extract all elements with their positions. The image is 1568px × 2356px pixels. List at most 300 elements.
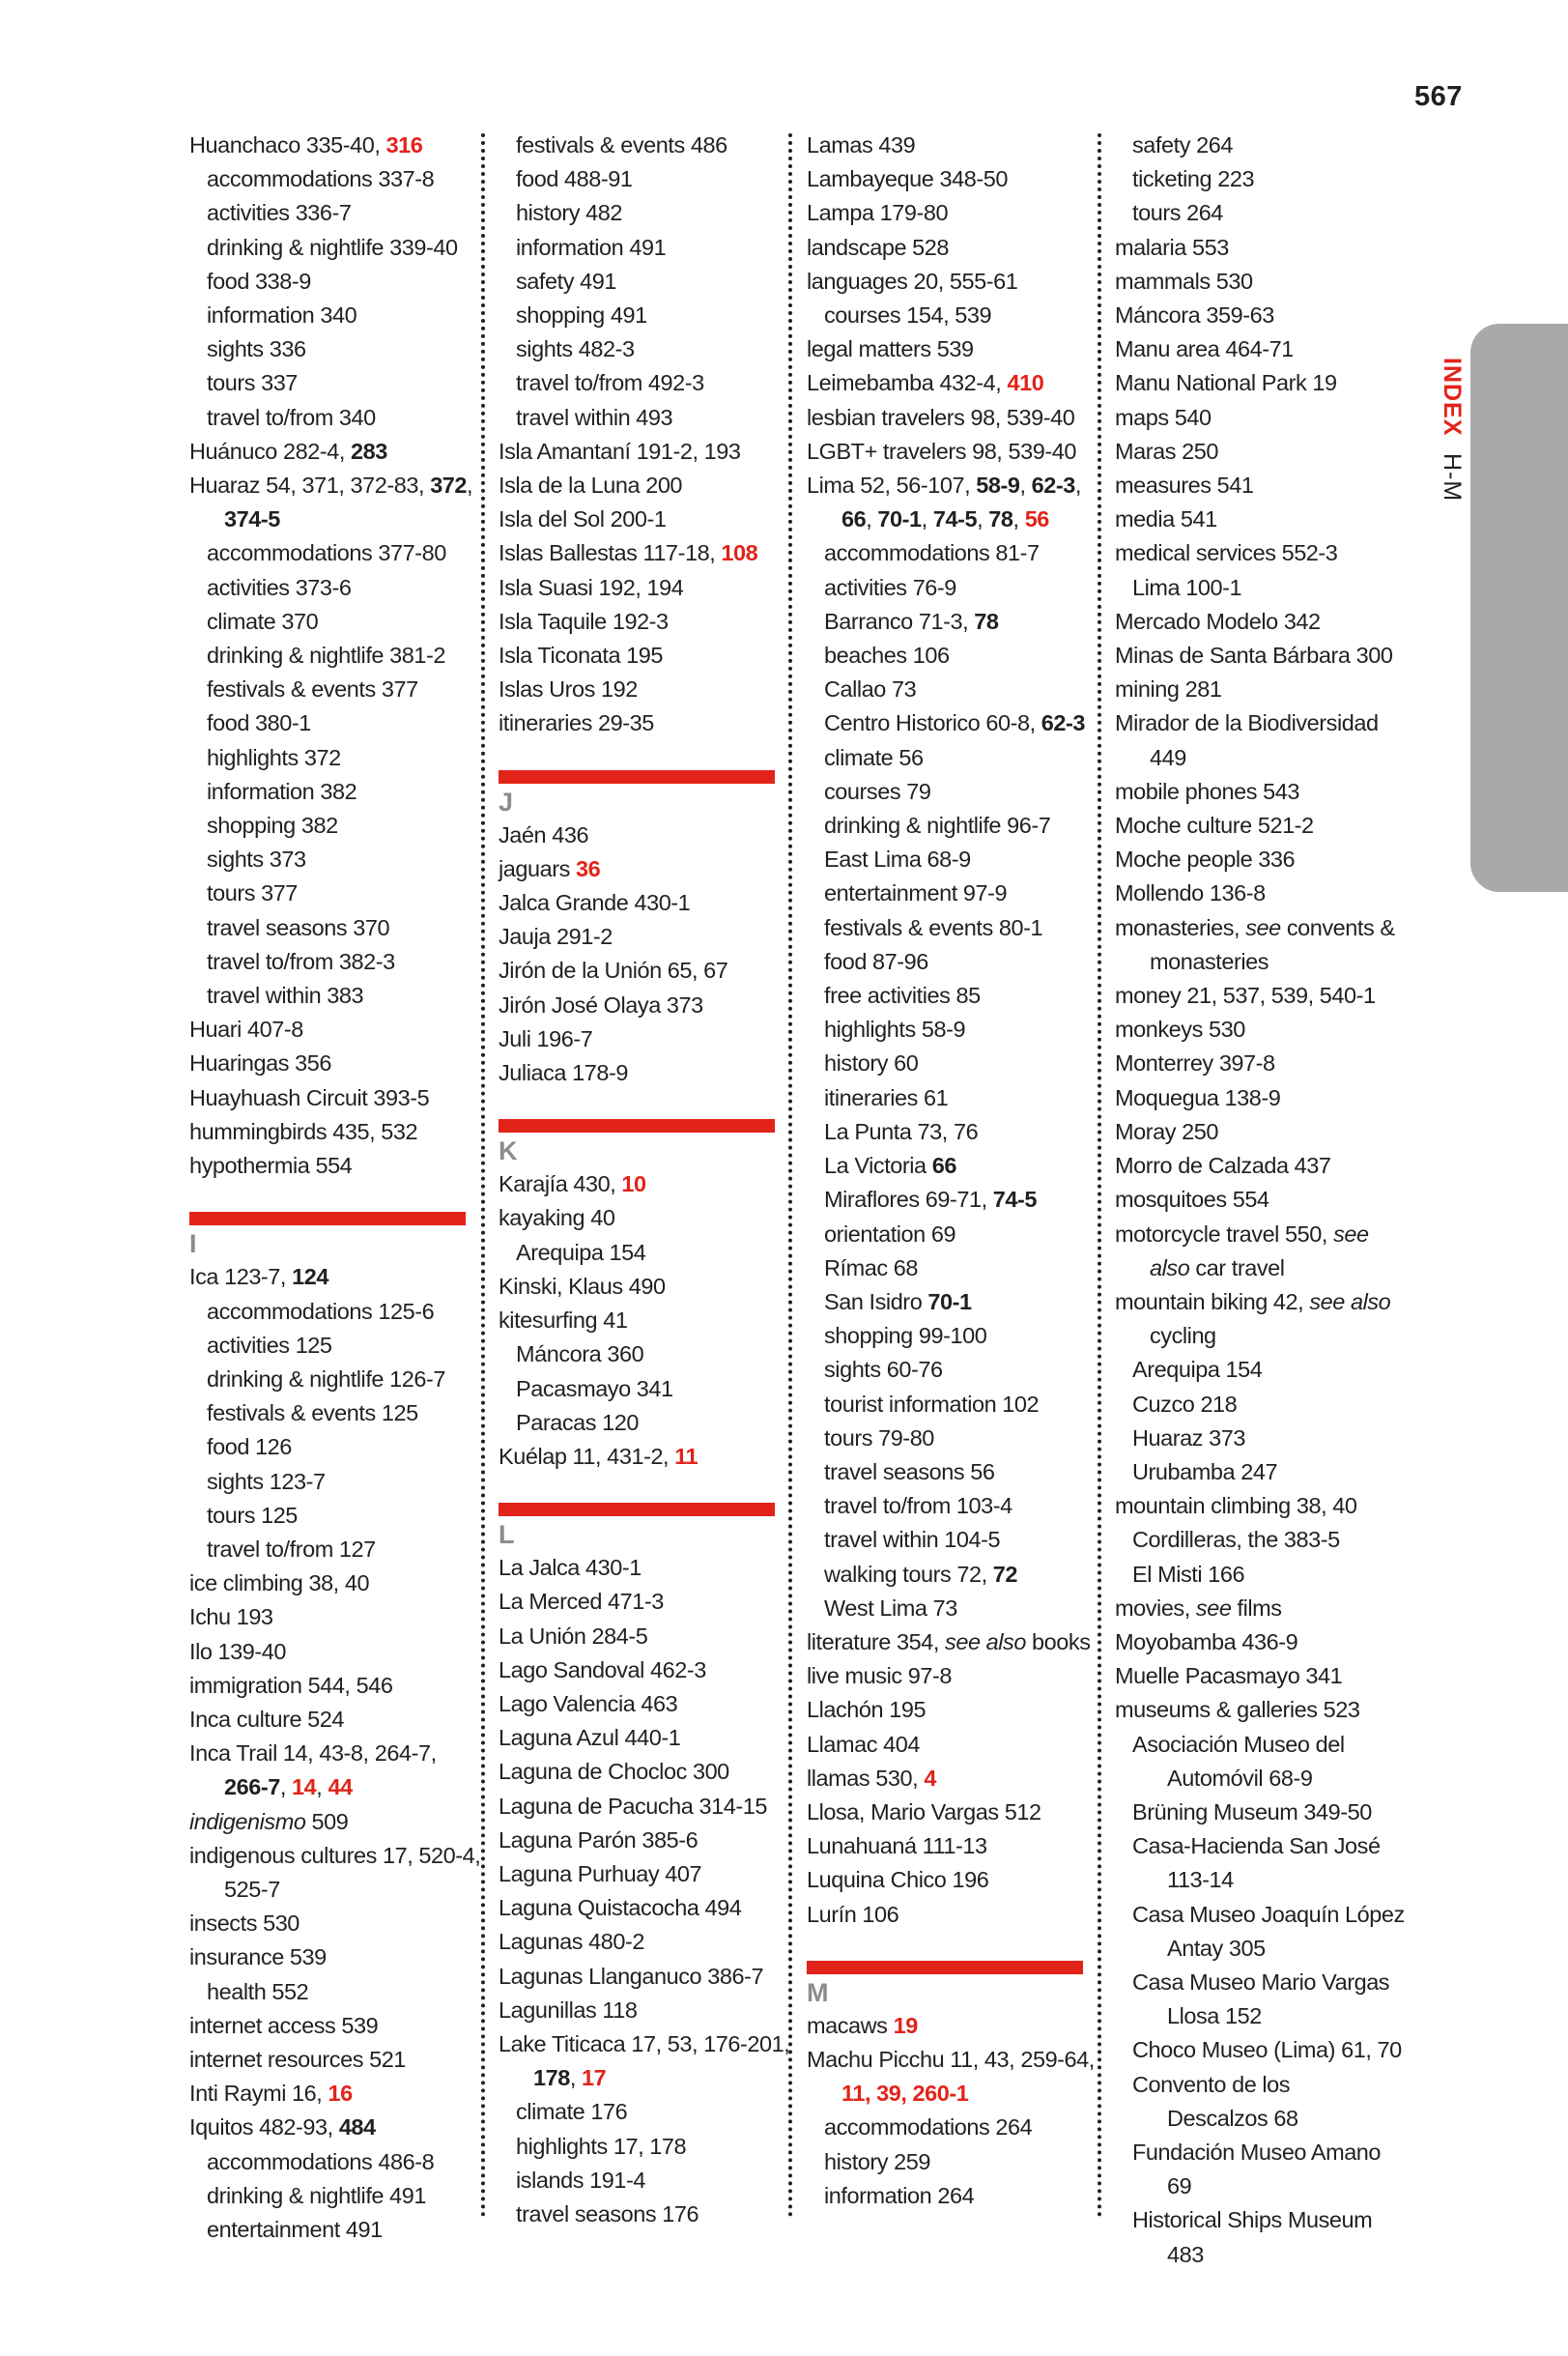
entry-text: Lago Valencia 463: [499, 1690, 678, 1716]
index-subentry: [189, 979, 471, 1013]
entry-text: mountain biking 42,: [1115, 1288, 1310, 1314]
entry-text-part: films: [1231, 1595, 1282, 1621]
index-entry: [499, 1585, 781, 1619]
page-number: 567: [1414, 81, 1463, 112]
entry-text: information 491: [516, 234, 667, 260]
entry-line: [516, 2164, 781, 2198]
index-subentry: [499, 2130, 781, 2164]
entry-text: sights 60-76: [824, 1357, 943, 1383]
entry-text: lesbian travelers 98, 539-40: [807, 404, 1075, 430]
entry-line: [499, 1585, 781, 1619]
entry-line: [807, 1693, 1089, 1727]
entry-text: Moray 250: [1115, 1118, 1218, 1144]
entry-text: La Unión 284-5: [499, 1623, 648, 1649]
entry-text-part: indigenismo: [189, 1808, 306, 1834]
index-entry: [1115, 469, 1397, 503]
entry-line: [499, 435, 781, 469]
entry-text: accommodations 377-80: [207, 540, 446, 566]
index-subentry: [807, 2179, 1089, 2213]
entry-text: maps 540: [1115, 404, 1212, 430]
entry-line: [1115, 1183, 1397, 1217]
entry-text: hummingbirds 435, 532: [189, 1118, 418, 1144]
map-page-ref: 372: [430, 473, 468, 499]
entry-text: Jalca Grande 430-1: [499, 890, 691, 916]
index-subentry: [807, 1388, 1089, 1422]
index-entry: [499, 1687, 781, 1721]
entry-line: [207, 1975, 471, 2009]
index-subentry: [499, 401, 781, 435]
index-subentry: [499, 332, 781, 366]
index-entry: [189, 2111, 471, 2144]
entry-text: Muelle Pacasmayo 341: [1115, 1663, 1343, 1689]
letter-heading-text: M: [807, 1977, 829, 2007]
index-subentry: [189, 945, 471, 979]
index-subentry: [1115, 1353, 1397, 1387]
entry-line: [189, 1566, 471, 1600]
index-entry: [807, 1625, 1089, 1659]
entry-line: [189, 469, 471, 503]
entry-line: [207, 1363, 471, 1396]
entry-text: activities 76-9: [824, 574, 956, 600]
entry-text: mountain climbing 38, 40: [1115, 1493, 1357, 1519]
entry-line: [516, 162, 781, 196]
entry-line: [1132, 1523, 1397, 1557]
entry-text: climate 176: [516, 2099, 628, 2125]
index-subentry: [1115, 162, 1397, 196]
index-entry: [1115, 332, 1397, 366]
entry-text: Minas de Santa Bárbara 300: [1115, 643, 1393, 669]
index-subentry: [189, 741, 471, 775]
entry-text: travel within 493: [516, 404, 673, 430]
entry-line: [499, 819, 781, 852]
entry-line: [824, 1422, 1089, 1455]
index-subentry: [807, 1455, 1089, 1489]
index-entry: [499, 989, 781, 1022]
entry-turnover-line: [1132, 1863, 1397, 1897]
entry-text: Lagunas 480-2: [499, 1929, 644, 1955]
index-entry: [807, 2043, 1095, 2111]
index-subentry: [189, 1499, 471, 1533]
illustration-page-ref: 17: [582, 2065, 607, 2091]
entry-text: Jirón de la Unión 65, 67: [499, 958, 728, 984]
index-entry: [1115, 1592, 1397, 1625]
entry-text: mining 281: [1115, 676, 1222, 703]
entry-line: [499, 571, 781, 605]
entry-line: [189, 2009, 471, 2043]
entry-line: [207, 673, 471, 706]
entry-text: monasteries,: [1115, 914, 1246, 940]
index-subentry: [189, 231, 471, 265]
entry-text: travel within 104-5: [824, 1527, 1001, 1553]
entry-turnover-line: [189, 503, 471, 536]
entry-text: Jirón José Olaya 373: [499, 991, 703, 1018]
entry-line: [824, 639, 1089, 673]
entry-text: accommodations 264: [824, 2114, 1033, 2141]
index-entry: [189, 1115, 471, 1149]
index-entry: [1115, 843, 1397, 876]
index-entry: [499, 639, 781, 673]
entry-text: walking tours 72,: [824, 1561, 993, 1587]
index-subentry: [189, 401, 471, 435]
entry-line: [1132, 2068, 1397, 2102]
entry-line: [824, 1489, 1089, 1523]
entry-text: Morro de Calzada 437: [1115, 1153, 1331, 1179]
entry-text: legal matters 539: [807, 336, 974, 362]
entry-text-part: ,: [921, 506, 933, 532]
map-page-ref: 62-3: [1031, 473, 1075, 499]
index-subentry: [807, 911, 1089, 945]
entry-text: Asociación Museo del: [1132, 1731, 1345, 1757]
index-entry: [1115, 1659, 1397, 1693]
index-subentry: [807, 741, 1089, 775]
entry-text: travel to/from 382-3: [207, 948, 395, 974]
index-subentry: [189, 2179, 471, 2213]
index-subentry: [189, 1465, 471, 1499]
entry-line: [824, 673, 1089, 706]
entry-text: Historical Ships Museum: [1132, 2207, 1373, 2233]
index-entry: [499, 536, 781, 570]
entry-text: Centro Historico 60-8,: [824, 710, 1041, 736]
index-subentry: [189, 196, 471, 230]
index-subentry: [807, 2145, 1089, 2179]
entry-text-part: see also: [945, 1628, 1026, 1654]
index-entry: [189, 469, 471, 536]
entry-line: [207, 299, 471, 332]
letter-heading: [499, 770, 781, 819]
index-entry: [499, 1857, 781, 1891]
entry-text: food 488-91: [516, 166, 633, 192]
entry-line: [499, 1994, 781, 2027]
entry-text: Kinski, Klaus 490: [499, 1273, 666, 1299]
entry-text: Kuélap 11, 431-2,: [499, 1443, 675, 1469]
entry-text: tours 79-80: [824, 1424, 934, 1451]
entry-line: [807, 469, 1089, 503]
entry-line: [824, 1047, 1089, 1080]
entry-line: [499, 1056, 781, 1090]
entry-line: [1115, 843, 1397, 876]
entry-text-part: ,: [1074, 473, 1082, 499]
entry-line: [1115, 911, 1397, 945]
index-subentry: [189, 809, 471, 843]
index-subentry: [189, 876, 471, 910]
letter-heading-bar: [499, 770, 775, 784]
index-column-2: [499, 129, 790, 2231]
entry-text: highlights 58-9: [824, 1017, 966, 1043]
entry-line: [207, 366, 471, 400]
entry-line: [1115, 1592, 1397, 1625]
entry-text: drinking & nightlife 339-40: [207, 234, 458, 260]
entry-line: [1115, 1285, 1397, 1319]
entry-text: Inca Trail 14, 43-8, 264-7,: [189, 1740, 437, 1767]
entry-text: Jauja 291-2: [499, 924, 613, 950]
entry-text: Huari 407-8: [189, 1017, 303, 1043]
entry-text: Casa Museo Joaquín López: [1132, 1901, 1405, 1927]
entry-text: Ichu 193: [189, 1604, 273, 1630]
entry-text: jaguars: [499, 855, 577, 881]
illustration-page-ref: 36: [576, 855, 601, 881]
index-subentry: [1115, 1966, 1397, 2033]
entry-text: accommodations 486-8: [207, 2148, 435, 2174]
entry-line: [207, 809, 471, 843]
entry-line: [1115, 1218, 1397, 1251]
entry-line: [499, 852, 781, 886]
entry-text: landscape 528: [807, 234, 950, 260]
index-side-tab: [1470, 324, 1568, 892]
letter-heading: [499, 1503, 781, 1551]
index-subentry: [1115, 1388, 1397, 1422]
index-subentry: [189, 1396, 471, 1430]
entry-text: Karajía 430,: [499, 1171, 622, 1197]
index-subentry: [807, 1523, 1089, 1557]
index-label-word: INDEX: [1439, 358, 1466, 437]
entry-text: Cordilleras, the 383-5: [1132, 1527, 1340, 1553]
entry-line: [499, 989, 781, 1022]
entry-text: Miraflores 69-71,: [824, 1187, 993, 1213]
entry-text: Huaraz 373: [1132, 1424, 1245, 1451]
entry-turnover-line: [499, 2061, 781, 2095]
entry-line: [499, 1551, 781, 1585]
index-entry: [807, 332, 1089, 366]
entry-line: [499, 920, 781, 954]
entry-line: [189, 1149, 471, 1183]
entry-line: [1132, 2203, 1397, 2237]
entry-text: Huaraz 54, 371, 372-83,: [189, 473, 431, 499]
entry-text: festivals & events 377: [207, 676, 418, 703]
entry-text: llamas 530,: [807, 1765, 925, 1791]
entry-line: [824, 1013, 1089, 1047]
entry-line: [516, 2130, 781, 2164]
index-entry: [499, 1201, 781, 1235]
index-entry: [1115, 1693, 1397, 1727]
entry-line: [499, 1687, 781, 1721]
entry-line: [189, 1669, 471, 1703]
entry-text-part: see also: [1309, 1288, 1391, 1314]
index-subentry: [1115, 196, 1397, 230]
index-entry: [189, 1940, 471, 1974]
entry-text: East Lima 68-9: [824, 847, 971, 873]
entry-line: [807, 2009, 1089, 2043]
entry-text: Arequipa 154: [1132, 1357, 1263, 1383]
entry-line: [807, 1625, 1089, 1659]
entry-line: [516, 1337, 781, 1371]
illustration-page-ref: 56: [1024, 506, 1049, 532]
entry-line: [824, 1455, 1089, 1489]
entry-line: [1115, 775, 1397, 809]
entry-line: [824, 571, 1089, 605]
map-page-ref: 70-1: [927, 1288, 972, 1314]
entry-text: Rímac 68: [824, 1254, 918, 1280]
entry-line: [1132, 2033, 1402, 2067]
entry-line: [824, 979, 1089, 1013]
illustration-page-ref: 108: [721, 540, 758, 566]
index-subentry: [189, 706, 471, 740]
entry-text: information 264: [824, 2182, 975, 2208]
entry-line: [207, 639, 471, 673]
entry-text: media 541: [1115, 506, 1217, 532]
entry-line: [1115, 1081, 1397, 1115]
entry-text: ticketing 223: [1132, 166, 1255, 192]
index-entry: [1115, 435, 1397, 469]
entry-line: [207, 775, 471, 809]
entry-line: [1115, 1149, 1397, 1183]
index-entry: [807, 1898, 1089, 1932]
entry-line: [516, 231, 781, 265]
entry-turnover-line: [807, 2077, 1089, 2111]
index-entry: [499, 1891, 781, 1925]
entry-line: [807, 1898, 1089, 1932]
entry-text: Paracas 120: [516, 1409, 639, 1435]
index-entry: [807, 2009, 1089, 2043]
entry-text: food 126: [207, 1434, 292, 1460]
entry-turnover-line: [807, 503, 1089, 536]
index-entry: [1115, 1115, 1397, 1149]
entry-turnover-line: [1132, 2102, 1397, 2136]
index-entry: [807, 1762, 1089, 1796]
index-entry: [189, 1805, 471, 1839]
entry-text: Choco Museo (Lima) 61, 70: [1132, 2037, 1402, 2063]
entry-line: [499, 1440, 781, 1474]
entry-text: Fundación Museo Amano: [1132, 2139, 1382, 2165]
entry-text: health 552: [207, 1978, 309, 2004]
illustration-page-ref: 4: [924, 1765, 936, 1791]
entry-line: [824, 1081, 1089, 1115]
illustration-page-ref: 19: [893, 2012, 918, 2038]
entry-text: Brüning Museum 349-50: [1132, 1798, 1372, 1824]
entry-line: [824, 2111, 1089, 2144]
index-subentry: [807, 299, 1089, 332]
entry-line: [499, 1960, 781, 1994]
entry-line: [207, 196, 471, 230]
entry-line: [1115, 1693, 1397, 1727]
entry-text: history 60: [824, 1050, 919, 1077]
entry-text: measures 541: [1115, 473, 1254, 499]
entry-text: food 87-96: [824, 948, 928, 974]
entry-text: travel to/from 127: [207, 1536, 376, 1562]
index-subentry: [1115, 1523, 1397, 1557]
entry-text: mosquitoes 554: [1115, 1187, 1269, 1213]
entry-text: sights 373: [207, 847, 306, 873]
entry-text: shopping 99-100: [824, 1323, 987, 1349]
index-subentry: [807, 639, 1089, 673]
map-page-ref: 58-9: [976, 473, 1020, 499]
entry-line: [207, 945, 471, 979]
entry-text: travel to/from 103-4: [824, 1493, 1012, 1519]
entry-text: Lurín 106: [807, 1901, 899, 1927]
entry-text: La Victoria: [824, 1153, 932, 1179]
entry-line: [499, 1891, 781, 1925]
index-entry: [1115, 1081, 1397, 1115]
entry-text-part: ,: [866, 506, 878, 532]
entry-text: beaches 106: [824, 643, 950, 669]
entry-line: [207, 231, 471, 265]
entry-text: drinking & nightlife 126-7: [207, 1365, 445, 1392]
index-subentry: [1115, 2203, 1397, 2271]
entry-line: [1115, 673, 1397, 706]
index-subentry: [1115, 129, 1397, 162]
index-subentry: [499, 1236, 781, 1270]
entry-text: Huaringas 356: [189, 1050, 332, 1077]
entry-text: Iquitos 482-93,: [189, 2114, 339, 2141]
entry-text-part: Llosa 152: [1167, 2003, 1262, 2029]
index-subentry: [189, 911, 471, 945]
entry-line: [807, 1796, 1089, 1829]
entry-text: Lampa 179-80: [807, 200, 949, 226]
entry-line: [207, 1533, 471, 1566]
index-entry: [499, 1721, 781, 1755]
entry-text: accommodations 337-8: [207, 166, 435, 192]
letter-heading-bar: [807, 1961, 1083, 1974]
entry-text: Inti Raymi 16,: [189, 2081, 328, 2107]
column-divider: [788, 133, 792, 2219]
index-subentry: [807, 1592, 1089, 1625]
entry-line: [499, 1201, 781, 1235]
letter-heading-bar: [499, 1503, 775, 1516]
index-subentry: [807, 1013, 1089, 1047]
entry-text: Juli 196-7: [499, 1025, 593, 1051]
entry-text: accommodations 81-7: [824, 540, 1040, 566]
entry-text: tours 125: [207, 1502, 298, 1528]
entry-line: [1115, 503, 1397, 536]
map-page-ref: 283: [351, 438, 387, 464]
entry-text-part: ,: [1019, 473, 1032, 499]
entry-text: LGBT+ travelers 98, 539-40: [807, 438, 1076, 464]
entry-text: itineraries 61: [824, 1084, 949, 1110]
index-label-range: H-M: [1439, 453, 1466, 503]
entry-line: [1132, 2136, 1397, 2169]
entry-line: [1115, 605, 1397, 639]
entry-text-part: ,: [569, 2065, 583, 2091]
entry-text: La Punta 73, 76: [824, 1118, 979, 1144]
entry-text: Moche culture 521-2: [1115, 813, 1314, 839]
entry-text: Pacasmayo 341: [516, 1375, 673, 1401]
entry-line: [207, 605, 471, 639]
index-entry: [499, 1167, 781, 1201]
entry-text: Ilo 139-40: [189, 1638, 287, 1664]
index-entry: [189, 1669, 471, 1703]
entry-text: accommodations 125-6: [207, 1298, 435, 1324]
entry-text-part: 449: [1150, 744, 1186, 770]
entry-line: [1115, 435, 1397, 469]
entry-text: indigenous cultures 17, 520-4,: [189, 1842, 481, 1868]
illustration-page-ref: 16: [328, 2081, 353, 2107]
entry-line: [824, 706, 1089, 740]
entry-text: Ica 123-7,: [189, 1264, 293, 1290]
index-subentry: [499, 2095, 781, 2129]
index-entry: [1115, 911, 1397, 979]
entry-text: Lago Sandoval 462-3: [499, 1656, 706, 1682]
entry-line: [824, 299, 1089, 332]
index-subentry: [1115, 1829, 1397, 1897]
index-subentry: [807, 1285, 1089, 1319]
index-subentry: [807, 1183, 1089, 1217]
index-entry: [1115, 401, 1397, 435]
index-subentry: [807, 2111, 1089, 2144]
index-entry: [1115, 366, 1397, 400]
map-page-ref: 66: [841, 506, 867, 532]
entry-text: San Isidro: [824, 1288, 928, 1314]
entry-line: [1132, 1966, 1397, 1999]
entry-text: Callao 73: [824, 676, 917, 703]
entry-text: Machu Picchu 11, 43, 259-64,: [807, 2046, 1095, 2072]
entry-line: [207, 2145, 471, 2179]
entry-line: [807, 196, 1089, 230]
index-entry: [1115, 775, 1397, 809]
index-entry: [189, 2077, 471, 2111]
entry-text: kitesurfing 41: [499, 1307, 628, 1334]
index-subentry: [499, 162, 781, 196]
entry-text: hypothermia 554: [189, 1153, 353, 1179]
entry-line: [824, 1149, 1089, 1183]
